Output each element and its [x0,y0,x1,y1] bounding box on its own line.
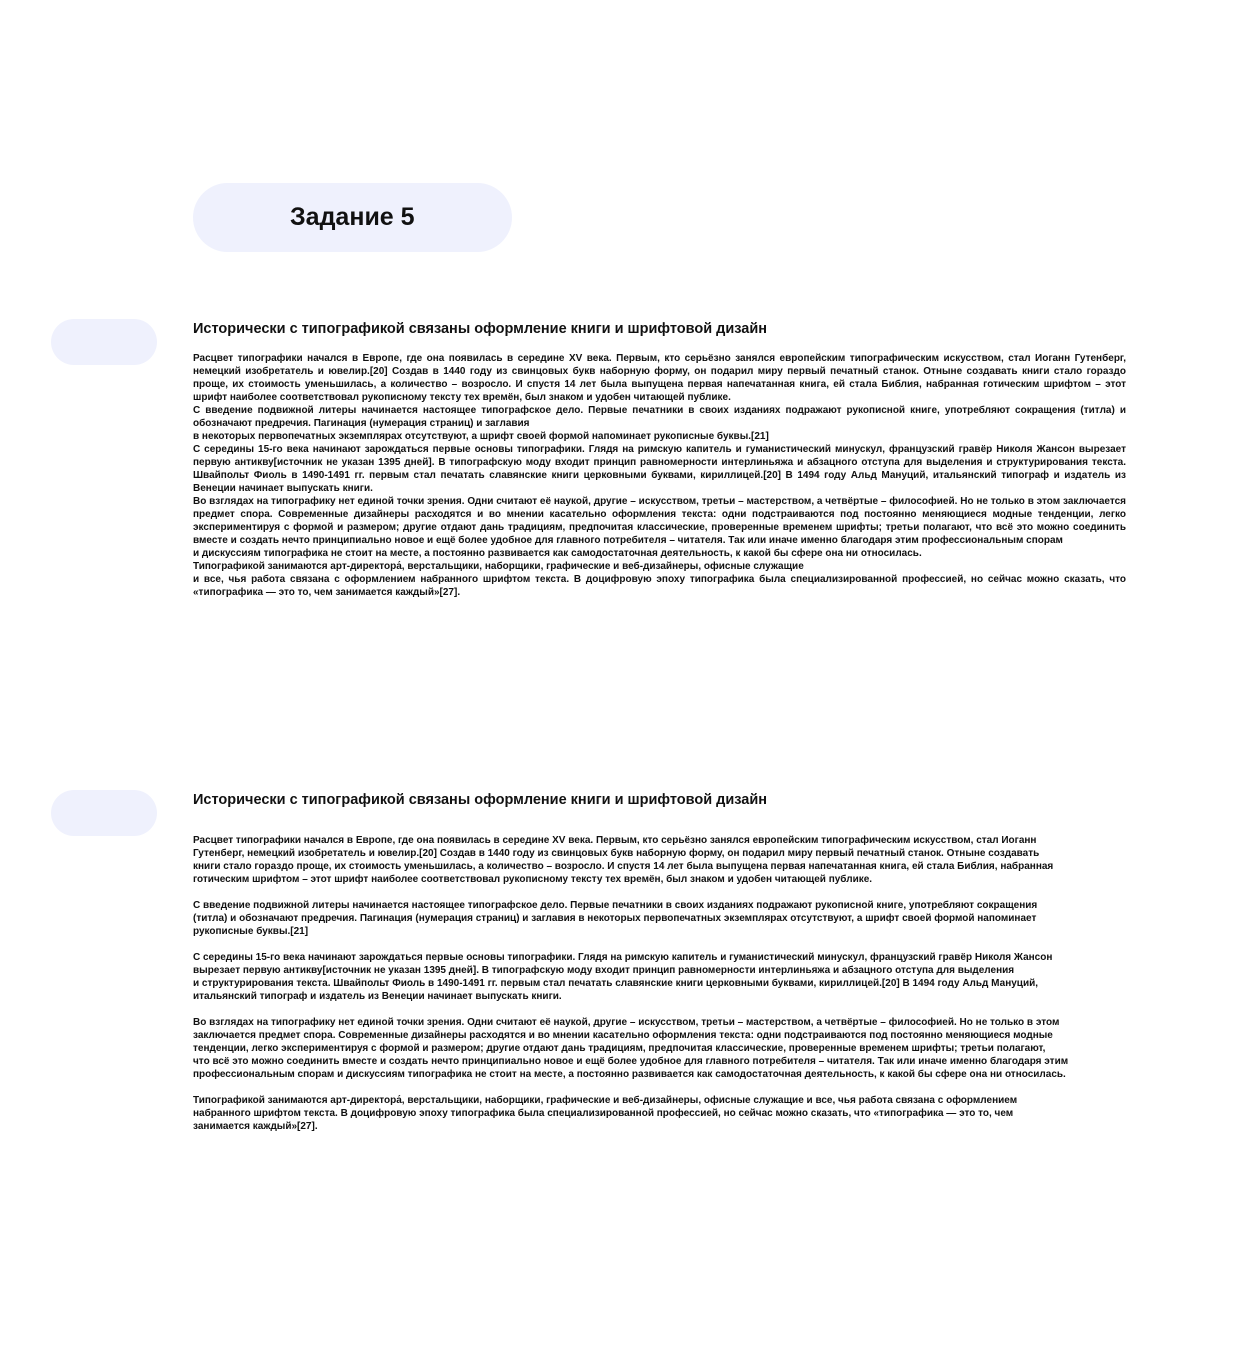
text-line: (титла) и обозначают предречия. Пагинация (нумерация страниц) и заглавия в некоторых первопечатных экземплярах отсутствуют, а шрифт своей формой напоминает [193,913,1037,924]
section-marker-1 [51,319,157,365]
text-line: что всё это можно соединить вместе и создать нечто принципиально новое и ещё более удобное для главного потребителя – читателя. Так или иначе именно благодаря этим [193,1056,1069,1067]
paragraph-practitioners-cont: и все, чья работа связана с оформлением набранного шрифтом текста. В доцифровую эпоху типографика была специализированной профессией, но сейчас можно сказать, что «типографика — это то, чем занимается каждый»[27]. [193,574,1126,598]
paragraph-foundations: С середины 15-го века начинают зарождаться первые основы типографики. Глядя на римскую капитель и гуманистический минускул, французский гравёр Николя Жансон вырезает первую антикву[источник не указан 1395 дней]. В типографскую моду входит принцип равномерности интерлиньяжа и абзацного отступа для выделения и структурирования текста. Швайпольт Фиоль в 1490-1491 гг. первым стал печатать славянские книги церковными буквами, кириллицей.[20] В 1494 году Альд Мануций, итальянский типограф и издатель из Венеции начинает выпускать книги. [193,444,1126,494]
text-line: С введение подвижной литеры начинается настоящее типографское дело. Первые печатники в своих изданиях подражают рукописной книге, употребляют сокращения [193,900,1038,911]
text-line: Гутенберг, немецкий изобретатель и ювелир.[20] Создав в 1440 году из свинцовых букв наборную форму, он подарил миру первый печатный станок. Отныне создавать [193,848,1040,859]
paragraph-origins [193,834,1157,886]
text-line: Типографикой занимаются арт-директора́, верстальщики, наборщики, графические и веб-дизайнеры, офисные служащие и все, чья работа связана с оформлением [193,1095,1018,1106]
text-line: готическим шрифтом – этот шрифт наиболее соответствовал рукописному тексту тех времён, был знаком и удобен читающей публике. [193,874,873,885]
paragraph-foundations [193,951,1157,1003]
text-line: набранного шрифтом текста. В доцифровую эпоху типографика была специализированной профессией, но сейчас можно сказать, что «типографика — это то, чем [193,1108,1014,1119]
paragraph-movable-type [193,899,1157,938]
text-section-ragged [193,791,1157,1146]
text-line: Расцвет типографики начался в Европе, где она появилась в середине XV века. Первым, кто серьёзно занялся европейским типографическим искусством, стал Иоганн [193,835,1037,846]
text-line: рукописные буквы.[21] [193,926,309,937]
text-line: заключается предмет спора. Современные дизайнеры расходятся и во мнении касательно оформления текста: одни подстраиваются под постоянно меняющиеся модные [193,1030,1053,1041]
text-line: Во взглядах на типографику нет единой точки зрения. Одни считают её наукой, другие – искусством, третьи – мастерством, а четвёртые – философией. Но не только в этом [193,1017,1060,1028]
text-line: тенденции, легко экспериментируя с формой и размером; другие отдают дань традициям, предпочитая классические, проверенные временем шрифты; третьи полагают, [193,1043,1046,1054]
text-line: книги стало гораздо проще, их стоимость уменьшилась, а количество – возросло. И спустя 14 лет была выпущена первая напечатанная книга, ей стала Библия, набранная [193,861,1054,872]
paragraph-practitioners [193,1094,1157,1133]
section-heading: Исторически с типографикой связаны оформление книги и шрифтовой дизайн [193,321,768,337]
text-line: вырезает первую антикву[источник не указан 1395 дней]. В типографскую моду входит принцип равномерности интерлиньяжа и абзацного отступа для выделения [193,965,1015,976]
page-title: Задание 5 [290,203,415,231]
paragraph-views-cont: и дискуссиям типографика не стоит на месте, а постоянно развивается как самодостаточная деятельность, к какой бы сфере она ни относилась. [193,548,922,559]
paragraph-movable-type: С введение подвижной литеры начинается настоящее типографское дело. Первые печатники в своих изданиях подражают рукописной книге, употребляют сокращения (титла) и обозначают предречия. Пагинация (нумерация страниц) и заглавия [193,405,1126,429]
text-line: занимается каждый»[27]. [193,1121,318,1132]
paragraph-views [193,1016,1157,1081]
section-body [193,352,1126,599]
paragraph-views: Во взглядах на типографику нет единой точки зрения. Одни считают её наукой, другие – искусством, третьи – мастерством, а четвёртые – философией. Но не только в этом заключается предмет спора. Современные дизайнеры расходятся и во мнении касательно оформления текста: одни подстраиваются под постоянно меняющиеся модные тенденции, легко экспериментируя с формой и размером; другие отдают дань традициям, предпочитая классические, проверенные временем шрифты; третьи полагают, что всё это можно соединить вместе и создать нечто принципиально новое и ещё более удобное для главного потребителя – читателя. Так или иначе именно благодаря этим профессиональным спорам [193,496,1126,546]
text-line: С середины 15-го века начинают зарождаться первые основы типографики. Глядя на римскую капитель и гуманистический минускул, французский гравёр Николя Жансон [193,952,1053,963]
section-heading: Исторически с типографикой связаны оформление книги и шрифтовой дизайн [193,792,768,808]
section-marker-2 [51,790,157,836]
text-section-justified [193,320,1126,599]
text-line: и структурирования текста. Швайпольт Фиоль в 1490-1491 гг. первым стал печатать славянские книги церковными буквами, кириллицей.[20] В 1494 году Альд Мануций, [193,978,1039,989]
text-line: профессиональным спорам и дискуссиям типографика не стоит на месте, а постоянно развивается как самодостаточная деятельность, к какой бы сфере она ни относилась. [193,1069,1066,1080]
section-body [193,834,1157,1133]
text-line: итальянский типограф и издатель из Венеции начинает выпускать книги. [193,991,562,1002]
paragraph-movable-type-cont: в некоторых первопечатных экземплярах отсутствуют, а шрифт своей формой напоминает рукописные буквы.[21] [193,431,769,442]
paragraph-practitioners: Типографикой занимаются арт-директора́, верстальщики, наборщики, графические и веб-дизайнеры, офисные служащие [193,561,804,572]
paragraph-origins: Расцвет типографики начался в Европе, где она появилась в середине XV века. Первым, кто серьёзно занялся европейским типографическим искусством, стал Иоганн Гутенберг, немецкий изобретатель и ювелир.[20] Создав в 1440 году из свинцовых букв наборную форму, он подарил миру первый печатный станок. Отныне создавать книги стало гораздо проще, их стоимость уменьшилась, а количество – возросло. И спустя 14 лет была выпущена первая напечатанная книга, ей стала Библия, набранная готическим шрифтом – этот шрифт наиболее соответствовал рукописному тексту тех времён, был знаком и удобен читающей публике. [193,353,1126,403]
task-title-badge [193,183,512,252]
